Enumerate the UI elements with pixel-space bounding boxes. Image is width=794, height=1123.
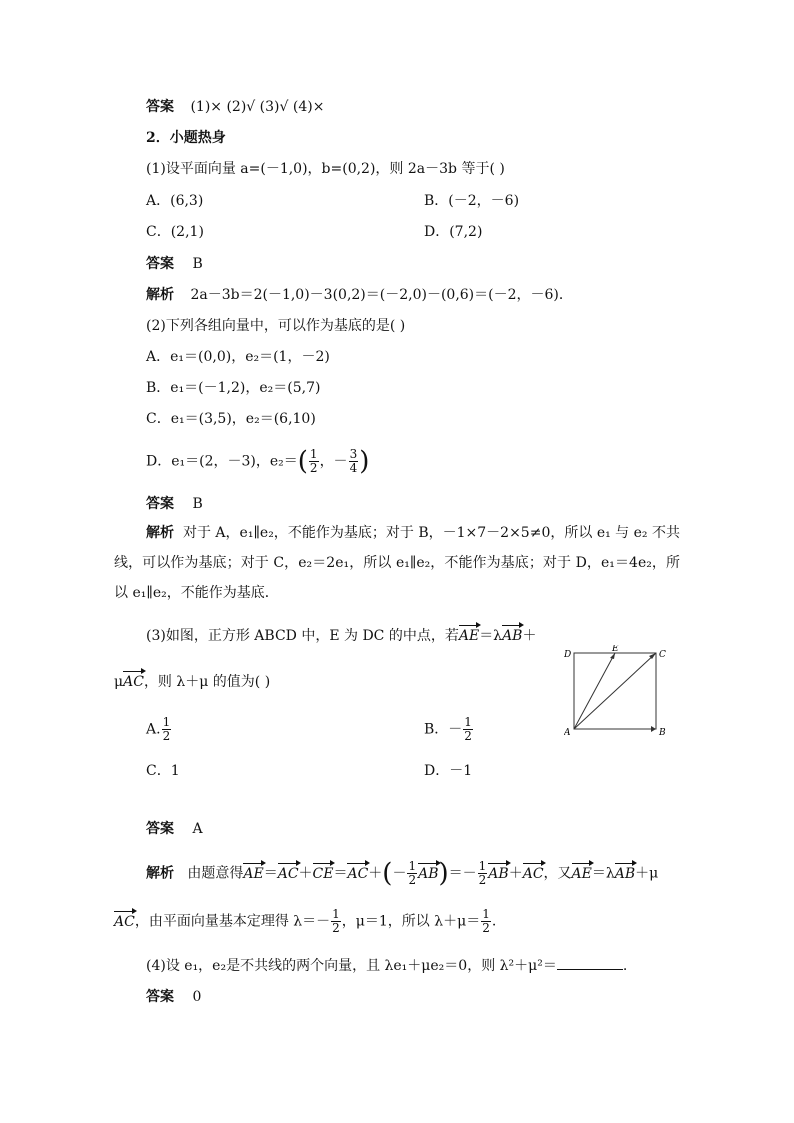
q1-answer: [146, 254, 203, 274]
answer-value: (1)× (2)√ (3)√ (4)×: [190, 99, 325, 115]
q3-option-a: A. $\frac{1}{2}$: [146, 715, 171, 743]
q2-stem: (2)下列各组向量中，可以作为基底的是( ): [146, 318, 406, 334]
section-title: 2．小题热身: [146, 130, 226, 146]
q4-stem: (4)设 e₁，e₂是不共线的两个向量，且 λe₁＋μe₂＝0，则 λ²＋μ²＝ .: [146, 958, 628, 974]
answer-label: 答案: [146, 496, 174, 512]
q2-option-a: A．e₁＝(0,0)，e₂＝(1，－2): [146, 349, 330, 365]
q3-stem-line2: μAC，则 λ＋μ 的值为( ): [114, 674, 271, 690]
q1-stem: (1)设平面向量 a=(－1,0)，b=(0,2)，则 2a－3b 等于( ): [146, 161, 505, 177]
answer-blank: [557, 969, 623, 970]
vector-ae: [574, 653, 615, 729]
analysis-text: 对于 A，e₁∥e₂，不能作为基底；对于 B，－1×7－2×5≠0，所以 e₁ 与 e₂ 不共线，可以作为基底；对于 C，e₂＝2e₁，所以 e₁∥e₂，不能作为基底；对于 D，e₁＝4e₂，所以 e₁∥e₂，不能作为基底．: [114, 525, 681, 601]
answer-label: 答案: [146, 821, 174, 837]
q2-option-d: D．e₁＝(2，－3)，e₂＝( $\frac{1}{2}$ ，－ $\frac{3}{4}$ ): [146, 446, 370, 477]
q2-option-b: B．e₁＝(－1,2)，e₂＝(5,7): [146, 380, 321, 396]
answer-label: 答案: [146, 989, 174, 1005]
q3-option-c: C．1: [146, 763, 180, 779]
answer-value: B: [192, 256, 203, 272]
label-c: C: [659, 650, 666, 660]
label-d: D: [564, 650, 572, 660]
q1-analysis: [146, 285, 573, 305]
square-figure: [564, 645, 674, 745]
answer-value: 0: [192, 989, 202, 1005]
q2-answer: [146, 494, 203, 514]
q4-answer: [146, 987, 201, 1007]
label-a: A: [564, 728, 571, 738]
q1-option-a: A．(6,3): [146, 193, 204, 209]
analysis-text: 2a－3b＝2(－1,0)－3(0,2)＝(－2,0)－(0,6)＝(－2，－6)．: [190, 287, 573, 303]
answer-value: A: [192, 821, 203, 837]
vector-ac: [574, 653, 656, 729]
q1-option-d: D．(7,2): [424, 224, 483, 240]
answer-label: 答案: [146, 256, 174, 272]
answer-line-0: [146, 97, 324, 117]
arrow-b: [651, 726, 656, 732]
label-b: B: [659, 728, 666, 738]
fraction: $\frac{3}{4}$: [349, 447, 358, 475]
option-d-prefix: D．e₁＝(2，－3)，e₂＝: [146, 453, 298, 470]
label-e: E: [612, 645, 619, 654]
q3-answer: [146, 819, 203, 839]
q1-option-c: C．(2,1): [146, 224, 204, 240]
q3-option-d: D．－1: [424, 763, 473, 779]
q2-analysis: [114, 518, 680, 608]
q3-analysis-line2: AC，由平面向量基本定理得 λ＝－ $\frac{1}{2}$ ，μ＝1，所以 λ＋μ＝ $\frac{1}{2}$ .: [114, 907, 497, 935]
answer-label: 答案: [146, 99, 174, 115]
answer-value: B: [192, 496, 203, 512]
analysis-label: 解析: [146, 287, 174, 303]
fraction: $\frac{1}{2}$: [309, 447, 318, 475]
q3-option-b: B．－ $\frac{1}{2}$: [424, 715, 472, 743]
q1-option-b: B．(－2，－6): [424, 193, 520, 209]
q2-option-c: C．e₁＝(3,5)，e₂＝(6,10): [146, 411, 316, 427]
q3-analysis-line1: 解析 由题意得AE＝AC＋CE＝AC＋(－ $\frac{1}{2}$ AB)＝－ $\frac{1}{2}$ AB＋AC，又AE＝λAB＋μ: [146, 858, 659, 889]
analysis-label: 解析: [146, 525, 175, 541]
q3-stem-line1: (3)如图，正方形 ABCD 中，E 为 DC 的中点，若AE＝λAB＋: [146, 628, 537, 644]
